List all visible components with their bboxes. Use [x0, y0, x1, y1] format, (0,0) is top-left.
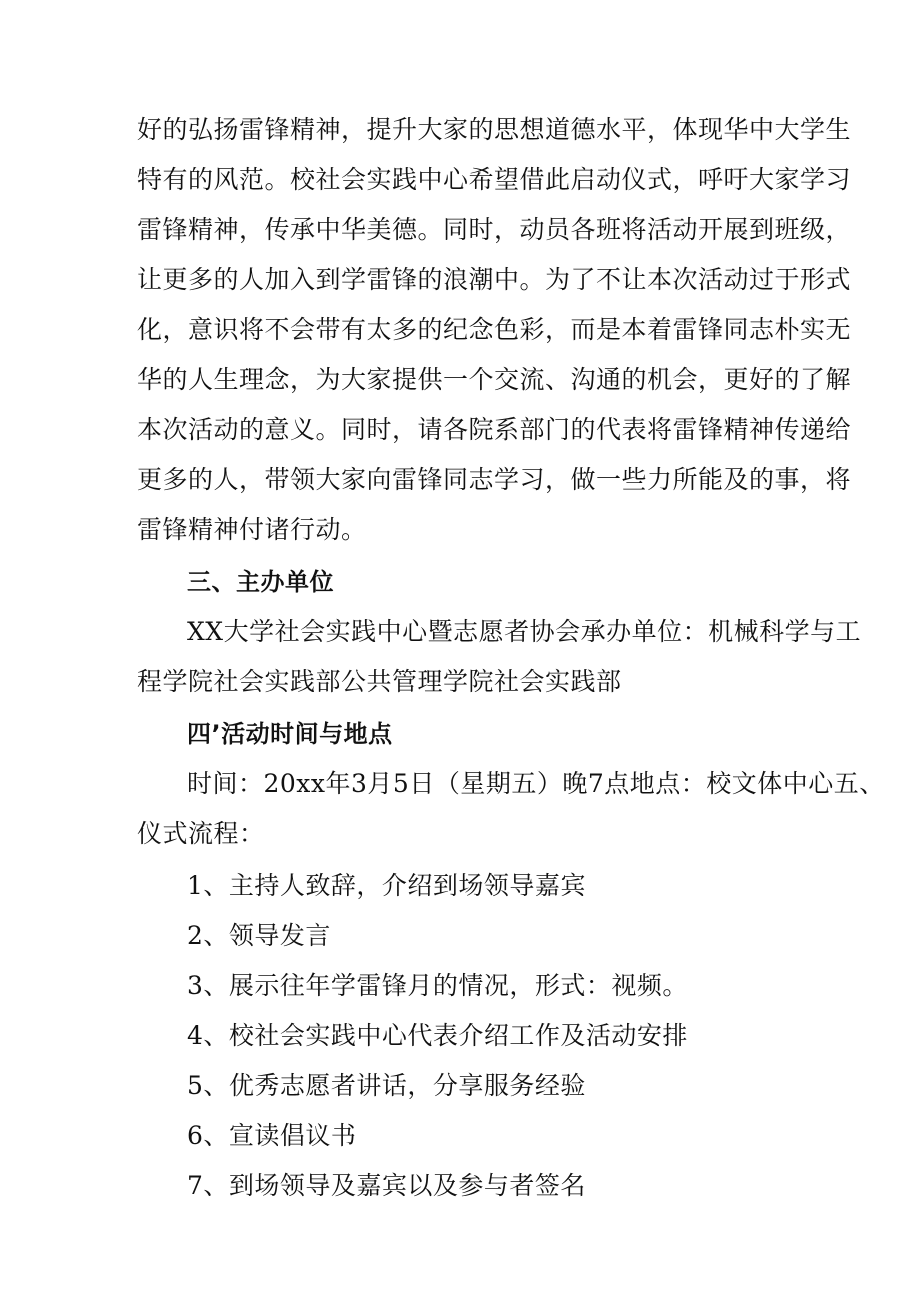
- paragraph-line: 化，意识将不会带有太多的纪念色彩，而是本着雷锋同志朴实无: [137, 315, 852, 344]
- paragraph-line: 华的人生理念，为大家提供一个交流、沟通的机会，更好的了解: [137, 365, 852, 394]
- procedure-item: 5、优秀志愿者讲话，分享服务经验: [187, 1071, 586, 1100]
- procedure-item: 4、校社会实践中心代表介绍工作及活动安排: [187, 1021, 688, 1050]
- procedure-item: 7、到场领导及嘉宾以及参与者签名: [187, 1171, 586, 1200]
- paragraph-line: 特有的风范。校社会实践中心希望借此启动仪式，呼吁大家学习: [137, 165, 852, 194]
- section-heading-time-place: 四’活动时间与地点: [187, 720, 393, 748]
- section-heading-organizer: 三、主办单位: [187, 568, 334, 596]
- organizer-line: XX大学社会实践中心暨志愿者协会承办单位：机械科学与工: [187, 617, 862, 646]
- paragraph-line: 雷锋精神付诸行动。: [137, 515, 367, 544]
- paragraph-line: 雷锋精神，传承中华美德。同时，动员各班将活动开展到班级，: [137, 215, 852, 244]
- procedure-item: 2、领导发言: [187, 921, 331, 950]
- paragraph-line: 好的弘扬雷锋精神，提升大家的思想道德水平，体现华中大学生: [137, 115, 852, 144]
- procedure-item: 1、主持人致辞，介绍到场领导嘉宾: [187, 871, 586, 900]
- time-place-line: 时间：20xx年3月5日（星期五）晚7点地点：校文体中心五、: [187, 769, 885, 798]
- procedure-item: 3、展示往年学雷锋月的情况，形式：视频。: [187, 971, 688, 1000]
- time-place-line: 仪式流程：: [137, 819, 265, 848]
- paragraph-line: 让更多的人加入到学雷锋的浪潮中。为了不让本次活动过于形式: [137, 265, 852, 294]
- paragraph-line: 本次活动的意义。同时，请各院系部门的代表将雷锋精神传递给: [137, 415, 852, 444]
- organizer-line: 程学院社会实践部公共管理学院社会实践部: [137, 667, 622, 696]
- procedure-item: 6、宣读倡议书: [187, 1121, 357, 1150]
- paragraph-line: 更多的人，带领大家向雷锋同志学习，做一些力所能及的事，将: [137, 465, 852, 494]
